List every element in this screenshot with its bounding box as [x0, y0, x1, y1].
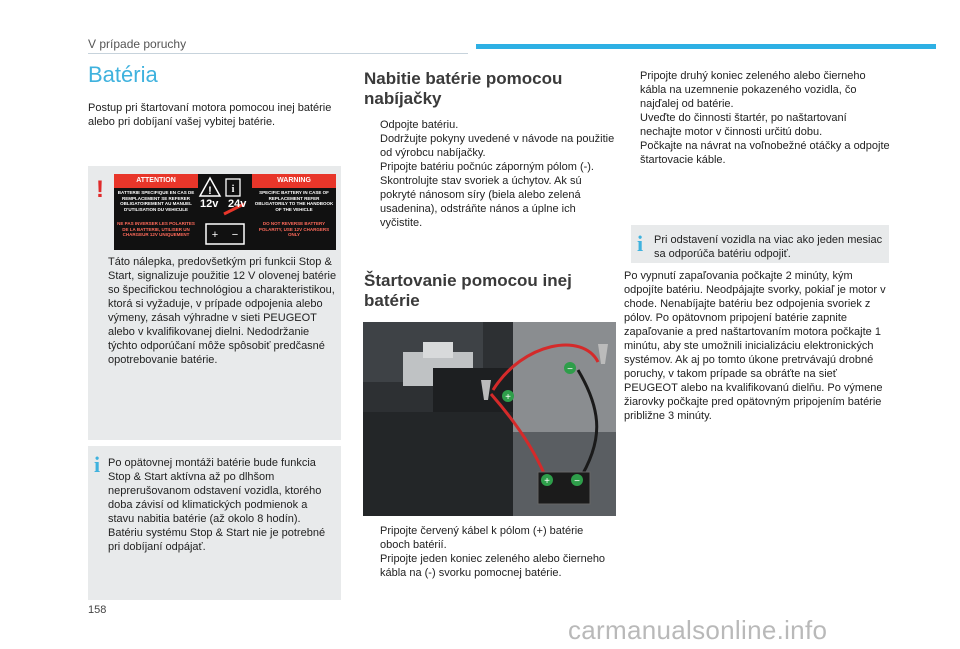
info-text-storage: Pri odstavení vozidla na viac ako jeden mesiac sa odporúča batériu odpojiť. [654, 234, 883, 260]
list-item [364, 132, 616, 160]
list-item [364, 118, 616, 132]
battery-warning-label [114, 174, 336, 250]
info-text-stop-start: Po opätovnej montáži batérie bude funkcia Stop & Start aktívna až po dlhšom neprerušovanom odstavení vozidla, ktorého doba závisí od klimatických podmienok a stavu nabitia batérie (až okolo 8 hodín). Batériu systému Stop & Start nie je potrebné pri dobíjaní odpájať. [108, 457, 326, 553]
step-text: Skontrolujte stav svoriek a úchytov. Ak sú pokryté nánosom síry (biela alebo zelená usadenina), odstráňte nános a úplne ich vyčistite. [380, 175, 582, 229]
step-text: Pripojte červený kábel k pólom (+) batérie oboch batérií. [380, 525, 584, 551]
step-text: Pripojte batériu počnúc záporným pólom (-). [380, 161, 594, 173]
step-text: Pripojte jeden koniec zeleného alebo čierneho kábla na (-) svorku pomocnej batérie. [380, 553, 606, 579]
section-header: V prípade poruchy [88, 37, 187, 51]
intro-text: Postup pri štartovaní motora pomocou inej batérie alebo pri dobíjaní vašej vybitej batérie. [88, 102, 332, 128]
list-item [364, 524, 616, 552]
label-attention: ATTENTION [114, 174, 198, 188]
svg-text:i: i [231, 184, 235, 195]
label-12v: 12v [200, 198, 219, 210]
charge-steps-list [364, 118, 616, 230]
after-ignition-text: Po vypnutí zapaľovania počkajte 2 minúty, kým odpojíte batériu. Neodpájajte svorky, pokiaľ je motor v chode. Nenabíjajte batériu bez odpojenia svoriek z pólov. Po opätovnom pripojení batérie zapnite zapaľovanie a pred naštartovaním motora počkajte 1 minútu, aby ste umožnili inicializáciu elektronických systémov. Ak aj po tomto úkone pretrvávajú drobné poruchy, v takom prípade sa obráťte na sieť PEUGEOT alebo na kvalifikovanú dielňu. Po výmene žiarovky počkajte pred opätovným pripojením batérie približne 3 minúty. [624, 270, 886, 422]
list-item [364, 160, 616, 174]
label-fr-text-2: NE PAS INVERSER LES POLARITES DE LA BATTERIE, UTILISER UN CHARGEUR 12V UNIQUEMENT [117, 221, 195, 237]
page-title: Batéria [88, 62, 158, 87]
svg-text:!: ! [208, 185, 212, 197]
watermark: carmanualsonline.info [568, 615, 828, 645]
info-icon: i [94, 452, 101, 477]
info-icon: i [637, 231, 644, 256]
svg-text:+: + [505, 392, 511, 403]
list-item [364, 552, 616, 580]
svg-text:−: − [574, 476, 580, 487]
list-item [624, 111, 890, 139]
label-warning: WARNING [252, 174, 336, 188]
list-item [624, 69, 890, 111]
label-en-text-1: SPECIFIC BATTERY IN CASE OF REPLACEMENT REFER OBLIGATORILY TO THE HANDBOOK OF THE VEHICLE [254, 190, 334, 212]
svg-text:−: − [567, 364, 573, 375]
warning-text: Táto nálepka, predovšetkým pri funkcii Stop & Start, signalizuje použitie 12 V olovenej batérie so špecifickou technológiou a charakteristikou, ktorá si vyžaduje, v prípade odpojenia alebo výmeny, zásah výhradne v sieti PEUGEOT alebo v kvalifikovanej dielni. Nedodržanie týchto odporúčaní môže spôsobiť predčasné opotrebovanie batérie. [108, 256, 337, 366]
label-24v: 24v [228, 198, 247, 210]
label-en-text-2: DO NOT REVERSE BATTERY POLARITY, USE 12V CHARGERS ONLY [258, 221, 330, 237]
jump-start-steps-continued [624, 69, 890, 167]
warning-exclamation-icon: ! [96, 176, 104, 203]
jump-start-steps-list [364, 524, 616, 580]
svg-text:−: − [231, 229, 239, 241]
svg-text:+: + [211, 229, 219, 241]
charge-section-title: Nabitie batérie pomocou nabíjačky [364, 69, 563, 108]
engine-bay-photo [363, 322, 616, 516]
step-text: Dodržujte pokyny uvedené v návode na použitie od výrobcu nabíjačky. [380, 133, 615, 159]
step-text: Uveďte do činnosti štartér, po naštartovaní nechajte motor v činnosti určitú dobu. [640, 112, 847, 138]
jump-start-section-title: Štartovanie pomocou inej batérie [364, 271, 572, 310]
header-accent-bar [476, 44, 936, 49]
page-number: 158 [88, 604, 107, 616]
list-item [624, 139, 890, 167]
list-item [364, 174, 616, 230]
header-rule [88, 53, 468, 54]
jump-start-illustration [363, 322, 616, 516]
step-text: Pripojte druhý koniec zeleného alebo čierneho kábla na uzemnenie pokazeného vozidla, čo najďalej od batérie. [640, 70, 866, 110]
step-text: Počkajte na návrat na voľnobežné otáčky a odpojte štartovacie káble. [640, 140, 890, 166]
step-text: Odpojte batériu. [380, 119, 459, 131]
label-fr-text-1: BATTERIE SPECIFIQUE EN CAS DE REMPLACEMENT SE REFERER OBLIGATOIREMENT AU MANUEL D'UTILISATION DU VEHICULE [117, 190, 195, 212]
label-battery-icon [198, 176, 252, 248]
svg-text:+: + [544, 476, 550, 487]
